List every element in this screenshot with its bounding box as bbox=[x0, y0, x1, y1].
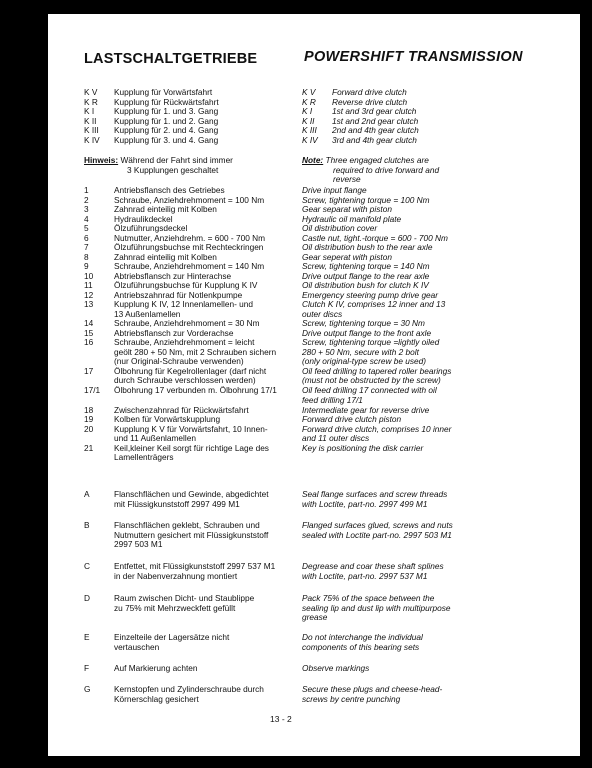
note-text-2: required to drive forward and bbox=[333, 164, 440, 175]
clutch-label-en: 1st and 2nd gear clutch bbox=[332, 115, 419, 126]
item-desc-de: Lamellenträgers bbox=[114, 452, 174, 462]
item-number: 5 bbox=[84, 223, 89, 233]
item-desc-en: Castle nut, tight.-torque = 600 - 700 Nm bbox=[302, 232, 448, 243]
note-desc-en: grease bbox=[302, 612, 328, 622]
note-desc-de: Kernstopfen und Zylinderschraube durch bbox=[114, 684, 264, 694]
item-desc-de: Schraube, Anziehdrehmoment = 100 Nm bbox=[114, 194, 265, 205]
note-letter: E bbox=[84, 632, 90, 642]
item-desc-de: Abtriebsflansch zur Hinterachse bbox=[114, 270, 232, 281]
item-desc-en: feed drilling 17/1 bbox=[302, 394, 363, 405]
note-desc-de: Raum zwischen Dicht- und Staublippe bbox=[114, 593, 255, 603]
item-desc-de: Schraube, Anziehdrehmoment = 140 Nm bbox=[114, 261, 265, 271]
title-english: POWERSHIFT TRANSMISSION bbox=[304, 49, 523, 65]
item-desc-en: Intermediate gear for reverse drive bbox=[302, 404, 430, 415]
note-desc-en: screws by centre punching bbox=[302, 693, 401, 704]
note-desc-de: vertauschen bbox=[114, 641, 160, 652]
item-desc-de: 13 Außenlamellen bbox=[114, 308, 181, 319]
note-label: Note: bbox=[302, 155, 324, 165]
item-number: 20 bbox=[84, 423, 94, 434]
item-desc-en: Hydraulic oil manifold plate bbox=[302, 213, 402, 224]
clutch-code-en: K I bbox=[302, 106, 313, 116]
item-desc-en: 280 + 50 Nm, secure with 2 bolt bbox=[302, 346, 419, 357]
note-desc-en: with Loctite, part-no. 2997 499 M1 bbox=[302, 498, 428, 509]
note-desc-de: 2997 503 M1 bbox=[114, 539, 163, 549]
hint-label: Hinweis: bbox=[84, 155, 119, 165]
item-desc-en: Drive input flange bbox=[302, 185, 367, 195]
clutch-label-en: 3rd and 4th gear clutch bbox=[332, 134, 417, 145]
item-number: 9 bbox=[84, 261, 89, 271]
item-desc-en: Drive output flange to the front axle bbox=[302, 327, 432, 338]
item-number: 17/1 bbox=[84, 385, 101, 395]
item-desc-en: Forward drive clutch piston bbox=[302, 414, 402, 424]
item-number: 19 bbox=[84, 414, 94, 424]
item-desc-de: Kupplung K V für Vorwärtsfahrt, 10 Innen- bbox=[114, 423, 268, 434]
note-desc-de: in der Nabenverzahnung montiert bbox=[114, 570, 238, 581]
clutch-label-de: Kupplung für 1. und 2. Gang bbox=[114, 115, 219, 126]
note-letter: D bbox=[84, 593, 90, 603]
clutch-code-en: K R bbox=[302, 96, 316, 107]
clutch-code: K V bbox=[84, 87, 98, 97]
item-desc-de: und 11 Außenlamellen bbox=[114, 433, 196, 443]
item-desc-en: (must not be obstructed by the screw) bbox=[302, 375, 441, 385]
note-desc-en: Observe markings bbox=[302, 663, 370, 673]
item-desc-en: Screw, tightening torque = 140 Nm bbox=[302, 261, 430, 271]
note-desc-de: Flanschflächen und Gewinde, abgedichtet bbox=[114, 489, 269, 499]
item-number: 3 bbox=[84, 204, 89, 214]
clutch-code-en: K IV bbox=[302, 134, 318, 145]
item-desc-de: Zwischenzahnrad für Rückwärtsfahrt bbox=[114, 404, 249, 415]
item-desc-de: Ölzuführungsbuchse für Kupplung K IV bbox=[114, 280, 258, 290]
page-number: 13 - 2 bbox=[270, 714, 292, 724]
note-letter: B bbox=[84, 520, 90, 530]
item-desc-en: Oil feed drilling to tapered roller bearings bbox=[302, 365, 452, 376]
item-desc-en: Forward drive clutch, comprises 10 inner bbox=[302, 423, 452, 434]
item-number: 4 bbox=[84, 213, 89, 224]
clutch-label-de: Kupplung für 2. und 4. Gang bbox=[114, 125, 219, 135]
item-desc-en: (only original-type screw be used) bbox=[302, 356, 427, 366]
note-desc-en: Seal flange surfaces and screw threads bbox=[302, 489, 448, 499]
item-desc-en: Oil distribution bush for clutch K IV bbox=[302, 280, 429, 290]
hint-text-2: 3 Kupplungen geschaltet bbox=[127, 164, 219, 175]
item-number: 16 bbox=[84, 337, 94, 347]
item-desc-de: Schraube, Anziehdrehmoment = leicht bbox=[114, 337, 255, 347]
item-desc-de: Nutmutter, Anziehdrehm. = 600 - 700 Nm bbox=[114, 232, 266, 243]
item-number: 10 bbox=[84, 270, 94, 281]
item-desc-de: Antriebszahnrad für Notlenkpumpe bbox=[114, 289, 243, 300]
item-desc-de: Schraube, Anziehdrehmoment = 30 Nm bbox=[114, 318, 260, 328]
item-number: 1 bbox=[84, 185, 89, 195]
clutch-code-en: K II bbox=[302, 115, 315, 126]
item-desc-de: Ölzuführungsdeckel bbox=[114, 223, 188, 233]
clutch-code: K I bbox=[84, 106, 95, 116]
item-desc-en: Screw, tightening torque = 100 Nm bbox=[302, 194, 430, 205]
note-desc-en: with Loctite, part-no. 2997 537 M1 bbox=[302, 570, 428, 581]
clutch-label-en: Reverse drive clutch bbox=[332, 96, 408, 107]
item-desc-en: Oil distribution cover bbox=[302, 223, 378, 233]
title-german: LASTSCHALTGETRIEBE bbox=[84, 51, 258, 67]
clutch-label-de: Kupplung für Vorwärtsfahrt bbox=[114, 87, 213, 97]
note-desc-en: Secure these plugs and cheese-head- bbox=[302, 684, 443, 694]
item-desc-de: Ölbohrung 17 verbunden m. Ölbohrung 17/1 bbox=[114, 385, 277, 395]
item-desc-en: Gear separat with piston bbox=[302, 204, 392, 214]
note-desc-en: Do not interchange the individual bbox=[302, 632, 423, 642]
item-desc-de: Abtriebsflansch zur Vorderachse bbox=[114, 327, 234, 338]
item-desc-en: and 11 outer discs bbox=[302, 433, 370, 443]
note-desc-en: sealed with Loctite part-no. 2997 503 M1 bbox=[302, 529, 452, 540]
item-number: 2 bbox=[84, 194, 89, 205]
item-desc-en: Clutch K IV, comprises 12 inner and 13 bbox=[302, 299, 446, 309]
item-number: 17 bbox=[84, 365, 94, 376]
clutch-code: K IV bbox=[84, 134, 100, 145]
clutch-code-en: K III bbox=[302, 125, 317, 135]
item-desc-en: outer discs bbox=[302, 308, 343, 319]
item-desc-de: geölt 280 + 50 Nm, mit 2 Schrauben sichern bbox=[114, 346, 277, 357]
item-number: 8 bbox=[84, 251, 89, 262]
note-desc-de: mit Flüssigkunststoff 2997 499 M1 bbox=[114, 498, 240, 509]
note-desc-de: Körnerschlag gesichert bbox=[114, 693, 199, 704]
item-desc-de: Antriebsflansch des Getriebes bbox=[114, 185, 225, 195]
note-letter: G bbox=[84, 684, 91, 694]
document-page bbox=[48, 14, 580, 756]
note-desc-de: Nutmuttern gesichert mit Flüssigkunststoff bbox=[114, 529, 269, 540]
item-desc-en: Emergency steering pump drive gear bbox=[302, 289, 439, 300]
item-desc-en: Oil feed drilling 17 connected with oil bbox=[302, 385, 437, 395]
clutch-code: K II bbox=[84, 115, 97, 126]
clutch-label-en: 1st and 3rd gear clutch bbox=[332, 106, 417, 116]
clutch-label-de: Kupplung für Rückwärtsfahrt bbox=[114, 96, 219, 107]
item-desc-de: Zahnrad einteilig mit Kolben bbox=[114, 204, 217, 214]
note-text: Three engaged clutches are bbox=[325, 155, 429, 165]
item-number: 11 bbox=[84, 280, 93, 290]
clutch-code: K III bbox=[84, 125, 99, 135]
note-desc-en: components of this bearing sets bbox=[302, 641, 420, 652]
item-desc-de: Ölbohrung für Kegelrollenlager (darf nicht bbox=[114, 365, 267, 376]
note-desc-de: Einzelteile der Lagersätze nicht bbox=[114, 632, 230, 642]
item-desc-de: Hydraulikdeckel bbox=[114, 213, 173, 224]
item-desc-de: (nur Original-Schraube verwenden) bbox=[114, 356, 244, 366]
hint-text: Während der Fahrt sind immer bbox=[120, 155, 233, 165]
item-number: 6 bbox=[84, 232, 89, 243]
note-desc-de: Entfettet, mit Flüssigkunststoff 2997 537 M1 bbox=[114, 561, 276, 571]
note-desc-en: Degrease and coar these shaft splines bbox=[302, 561, 444, 571]
note-desc-de: zu 75% mit Mehrzweckfett gefüllt bbox=[114, 602, 236, 613]
clutch-label-en: 2nd and 4th gear clutch bbox=[332, 125, 419, 135]
item-desc-en: Screw, tightening torque =lightly oiled bbox=[302, 337, 440, 347]
item-desc-de: durch Schraube verschlossen werden) bbox=[114, 375, 256, 385]
note-desc-en: Flanged surfaces glued, screws and nuts bbox=[302, 520, 453, 530]
note-text-3: reverse bbox=[333, 174, 361, 184]
note-letter: A bbox=[84, 489, 90, 499]
note-letter: F bbox=[84, 663, 90, 673]
note-desc-en: Pack 75% of the space between the bbox=[302, 593, 435, 603]
item-desc-en: Gear seperat with piston bbox=[302, 251, 392, 262]
clutch-code-en: K V bbox=[302, 87, 316, 97]
clutch-code: K R bbox=[84, 96, 98, 107]
item-desc-en: Screw, tightening torque = 30 Nm bbox=[302, 318, 425, 328]
item-desc-de: Keil,kleiner Keil sorgt für richtige Lage des bbox=[114, 442, 269, 453]
item-number: 18 bbox=[84, 404, 94, 415]
item-number: 14 bbox=[84, 318, 94, 328]
note-letter: C bbox=[84, 561, 90, 571]
clutch-label-de: Kupplung für 3. und 4. Gang bbox=[114, 134, 219, 145]
note-desc-de: Auf Markierung achten bbox=[114, 663, 198, 673]
item-desc-en: Drive output flange to the rear axle bbox=[302, 270, 430, 281]
item-desc-de: Zahnrad einteilig mit Kolben bbox=[114, 251, 217, 262]
item-number: 21 bbox=[84, 442, 94, 453]
item-number: 13 bbox=[84, 299, 94, 309]
item-desc-de: Kolben für Vorwärtskupplung bbox=[114, 414, 221, 424]
item-number: 15 bbox=[84, 327, 94, 338]
clutch-label-de: Kupplung für 1. und 3. Gang bbox=[114, 106, 219, 116]
item-number: 7 bbox=[84, 242, 89, 252]
item-desc-en: Key is positioning the disk carrier bbox=[302, 442, 424, 453]
item-desc-de: Ölzuführungsbuchse mit Rechteckringen bbox=[114, 242, 264, 252]
note-desc-en: sealing lip and dust lip with multipurpose bbox=[302, 602, 451, 613]
item-desc-de: Kupplung K IV, 12 Innenlamellen- und bbox=[114, 299, 254, 309]
item-number: 12 bbox=[84, 289, 94, 300]
note-desc-de: Flanschflächen geklebt, Schrauben und bbox=[114, 520, 260, 530]
clutch-label-en: Forward drive clutch bbox=[332, 87, 407, 97]
item-desc-en: Oil distribution bush to the rear axle bbox=[302, 242, 433, 252]
